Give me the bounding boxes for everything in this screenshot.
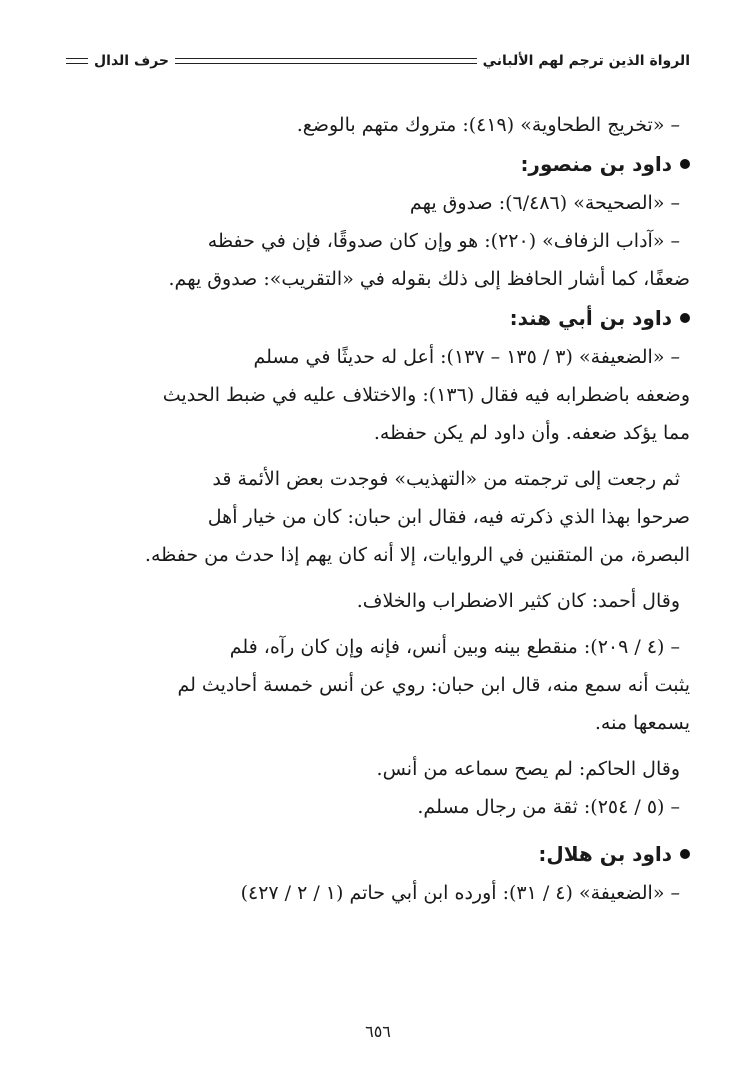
text-line: وقال أحمد: كان كثير الاضطراب والخلاف. (356, 590, 680, 612)
bullet-icon (680, 159, 690, 169)
text-line: – «الضعيفة» (٤ / ٣١): أورده ابن أبي حاتم (١ / ٢ / ٤٢٧) (240, 882, 680, 904)
text-line: يسمعها منه. (594, 712, 690, 734)
page-body (62, 106, 690, 912)
text-line: وقال الحاكم: لم يصح سماعه من أنس. (376, 758, 680, 780)
header-book-title: الرواة الذين ترجم لهم الألباني (482, 53, 690, 69)
header-section: حرف الدال (94, 53, 170, 69)
text-line: ثم رجعت إلى ترجمته من «التهذيب» فوجدت بعض الأئمة قد (212, 468, 680, 490)
bullet-icon (680, 313, 690, 323)
text-line: مما يؤكد ضعفه. وأن داود لم يكن حفظه. (373, 422, 690, 444)
narrator-heading (62, 144, 690, 184)
text-line: ضعفًا، كما أشار الحافظ إلى ذلك بقوله في «التقريب»: صدوق يهم. (168, 268, 690, 290)
narrator-name: داود بن منصور: (520, 152, 672, 176)
text-line: – (٤ / ٢٠٩): منقطع بينه وبين أنس، فإنه وإن كان رآه، فلم (229, 636, 680, 658)
paragraph-gap (62, 742, 690, 750)
text-line: – «آداب الزفاف» (٢٢٠): هو وإن كان صدوقًا، فإن في حفظه (207, 230, 680, 252)
text-line: يثبت أنه سمع منه، قال ابن حبان: روي عن أنس خمسة أحاديث لم (177, 674, 690, 696)
paragraph-gap (62, 620, 690, 628)
narrator-heading (62, 834, 690, 874)
text-line: – «الصحيحة» (٦/٤٨٦): صدوق يهم (409, 192, 680, 214)
text-line: صرحوا بهذا الذي ذكرته فيه، فقال ابن حبان: كان من خيار أهل (207, 506, 690, 528)
narrator-name: داود بن أبي هند: (509, 306, 672, 330)
paragraph-gap (62, 574, 690, 582)
bullet-icon (680, 849, 690, 859)
text-line: البصرة، من المتقنين في الروايات، إلا أنه كان يهم إذا حدث من حفظه. (144, 544, 690, 566)
text-line: – «تخريج الطحاوية» (٤١٩): متروك متهم بالوضع. (296, 114, 680, 136)
text-line: – «الضعيفة» (٣ / ١٣٥ – ١٣٧): أعل له حديثًا في مسلم (253, 346, 680, 368)
header-rule (175, 58, 477, 64)
text-line: وضعفه باضطرابه فيه فقال (١٣٦): والاختلاف عليه في ضبط الحديث (162, 384, 690, 406)
paragraph-gap (62, 452, 690, 460)
header-rule-end (66, 58, 88, 64)
page-number: ٦٥٦ (365, 1022, 391, 1041)
narrator-heading (62, 298, 690, 338)
running-header (60, 50, 690, 72)
paragraph-gap (62, 826, 690, 834)
narrator-name: داود بن هلال: (538, 842, 672, 866)
text-line: – (٥ / ٢٥٤): ثقة من رجال مسلم. (417, 796, 680, 818)
